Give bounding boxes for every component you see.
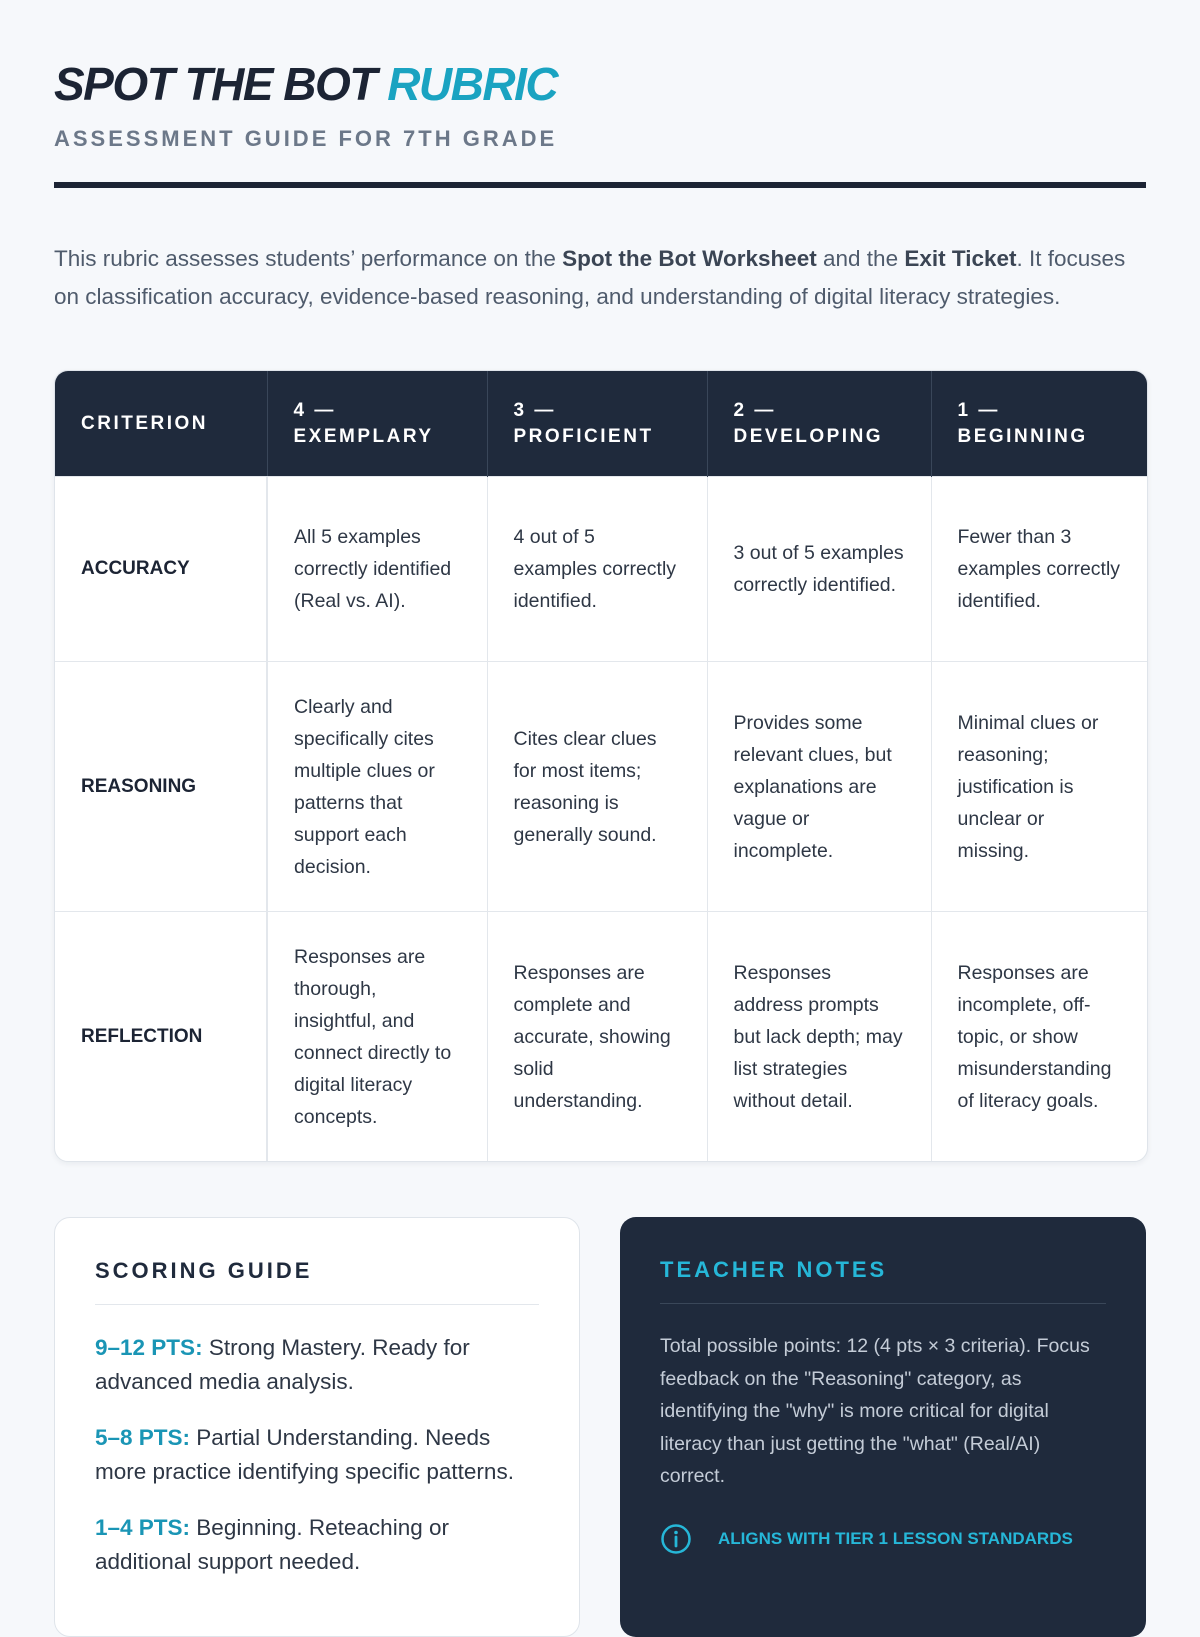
- teacher-notes-text: Total possible points: 12 (4 pts × 3 criteria). Focus feedback on the "Reasoning" category, as identifying the "why" is more critical for digital literacy than just getting the "what" (Real/AI) correct.: [660, 1335, 1090, 1487]
- standards-alignment: [660, 1523, 1106, 1555]
- score-description: Beginning. Reteaching or additional support needed.: [95, 1515, 449, 1574]
- score-points: 9–12 PTS:: [95, 1335, 203, 1360]
- score-item: [95, 1421, 539, 1489]
- table-cell: Provides some relevant clues, but explanations are vague or incomplete.: [707, 662, 931, 912]
- intro-text-2: and the: [816, 246, 905, 271]
- table-row-reflection: [55, 912, 1147, 1162]
- teacher-notes-title: TEACHER NOTES: [660, 1257, 1106, 1304]
- teacher-notes-card: [620, 1217, 1146, 1637]
- table-header-row: [55, 371, 1147, 477]
- score-item: [95, 1331, 539, 1399]
- bottom-cards: [54, 1217, 1146, 1617]
- header-divider: [54, 182, 1146, 188]
- title-main: SPOT THE BOT: [54, 58, 376, 110]
- table-cell: 4 out of 5 examples correctly identified.: [487, 477, 707, 662]
- intro-text-1: This rubric assesses students’ performance on the: [54, 246, 563, 271]
- criterion-label: ACCURACY: [55, 477, 267, 662]
- page-subtitle: ASSESSMENT GUIDE FOR 7TH GRADE: [54, 126, 558, 151]
- header-beginning: 1 — BEGINNING: [931, 371, 1147, 477]
- table-cell: Cites clear clues for most items; reasoning is generally sound.: [487, 662, 707, 912]
- standards-alignment-label: ALIGNS WITH TIER 1 LESSON STANDARDS: [718, 1528, 1073, 1548]
- intro-paragraph: [54, 240, 1146, 316]
- table-row-accuracy: [55, 477, 1147, 662]
- table-cell: Responses are incomplete, off-topic, or show misunderstanding of literacy goals.: [931, 912, 1147, 1162]
- scoring-guide-card: [54, 1217, 580, 1637]
- rubric-table-card: [54, 370, 1148, 1162]
- score-description: Partial Understanding. Needs more practice identifying specific patterns.: [95, 1425, 514, 1484]
- criterion-label: REFLECTION: [55, 912, 267, 1162]
- table-cell: Responses are thorough, insightful, and connect directly to digital literacy concepts.: [267, 912, 487, 1162]
- header-proficient: 3 — PROFICIENT: [487, 371, 707, 477]
- score-item: [95, 1511, 539, 1579]
- info-icon: [660, 1523, 692, 1555]
- table-cell: Responses address prompts but lack depth; may list strategies without detail.: [707, 912, 931, 1162]
- header-criterion: CRITERION: [55, 371, 267, 477]
- table-cell: All 5 examples correctly identified (Real vs. AI).: [267, 477, 487, 662]
- table-cell: Fewer than 3 examples correctly identified.: [931, 477, 1147, 662]
- intro-worksheet: Spot the Bot Worksheet: [562, 246, 817, 271]
- intro-text-3: . It focuses on classification accuracy, evidence-based reasoning, and understanding of digital literacy strategies.: [54, 246, 1126, 309]
- intro-exit-ticket: Exit Ticket: [904, 246, 1017, 271]
- criterion-label: REASONING: [55, 662, 267, 912]
- table-cell: Minimal clues or reasoning; justification is unclear or missing.: [931, 662, 1147, 912]
- header-developing: 2 — DEVELOPING: [707, 371, 931, 477]
- score-points: 1–4 PTS:: [95, 1515, 191, 1540]
- table-row-reasoning: [55, 662, 1147, 912]
- rubric-table: [55, 371, 1147, 1161]
- title-accent: RUBRIC: [387, 58, 558, 110]
- table-cell: 3 out of 5 examples correctly identified.: [707, 477, 931, 662]
- score-points: 5–8 PTS:: [95, 1425, 191, 1450]
- header-exemplary: 4 — EXEMPLARY: [267, 371, 487, 477]
- scoring-guide-title: SCORING GUIDE: [95, 1258, 539, 1305]
- score-description: Strong Mastery. Ready for advanced media analysis.: [95, 1335, 470, 1394]
- page-title: [54, 0, 1146, 112]
- table-cell: Responses are complete and accurate, showing solid understanding.: [487, 912, 707, 1162]
- table-cell: Clearly and specifically cites multiple clues or patterns that support each decision.: [267, 662, 487, 912]
